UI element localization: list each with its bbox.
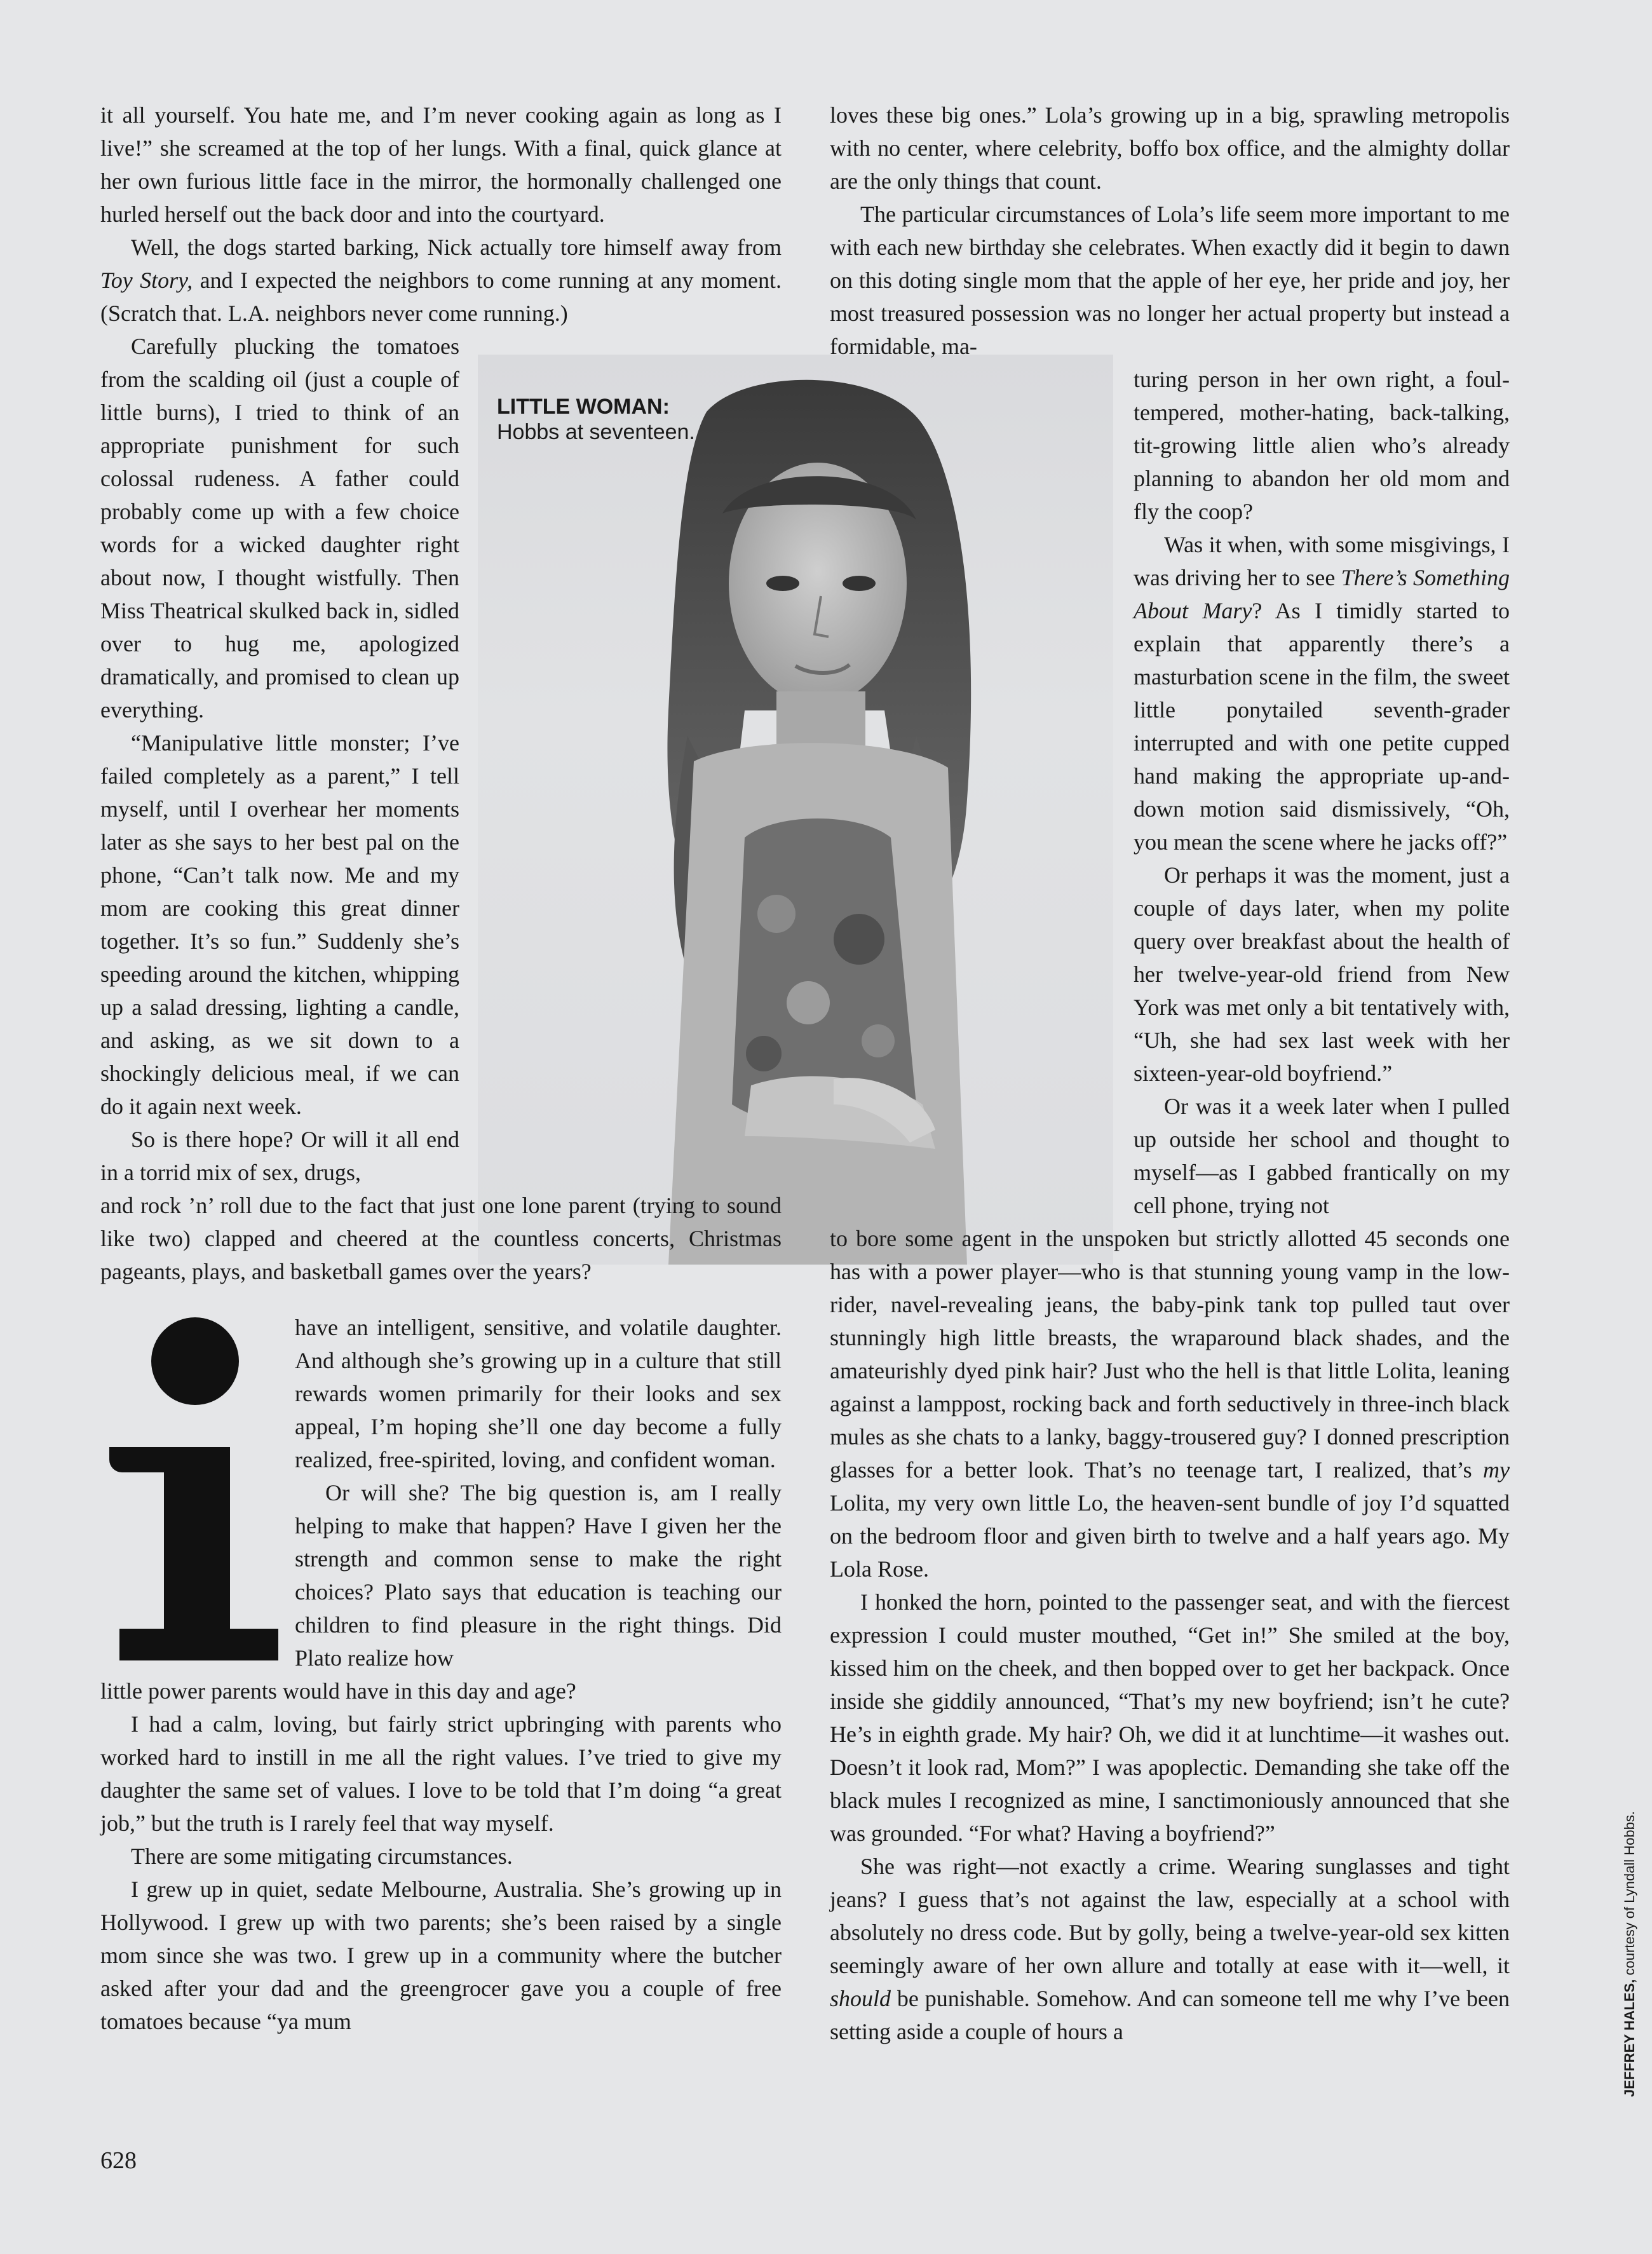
right-paragraph-5b-text-a: to bore some agent in the unspoken but strictly allotted 45 seconds one has with a power player—who is that stunning young vamp in the low-rider, navel-revealing jeans, the baby-pink tank top pulled taut over stunningly high little breasts, the wraparound black shades, and the amateurishly dyed pink hair? Just who the hell is that little Lolita, leaning against a lamppost, rocking back and forth seductively in three-inch black mules as she chats to a lanky, baggy-trousered guy? I donned prescription glasses for a better look. That’s no teenage tart, I realized, that’s xyxy=(830,1226,1510,1483)
page-number: 628 xyxy=(100,2147,137,2174)
left-paragraph-10: I grew up in quiet, sedate Melbourne, Australia. She’s growing up in Hollywood. I grew up with two parents; she’s been raised by a single mom since she was two. I grew up in a community where the butcher asked after your dad and the greengrocer gave you a couple of free tomatoes because “ya mum xyxy=(100,1877,782,2034)
caption-title: LITTLE WOMAN: xyxy=(497,395,670,419)
left-paragraph-7a: Or will she? The big question is, am I really helping to make that happen? Have I given her the strength and common sense to make the right choices? Plato says that education is teaching our children to find pleasure in the right things. Did Plato realize how xyxy=(295,1480,782,1671)
dropcap-section xyxy=(100,1311,782,1674)
photo-credit-photographer: JEFFREY HALES, xyxy=(1622,1979,1637,2097)
left-paragraph-6: have an intelligent, sensitive, and volatile daughter. And although she’s growing up in a culture that still rewards women primarily for their looks and sex appeal, I’m hoping she’ll one day become a fully realized, free-spirited, loving, and confident woman. xyxy=(295,1315,782,1472)
movie-title-mary: There’s Something About Mary xyxy=(1134,565,1510,623)
left-paragraph-5b: and rock ’n’ roll due to the fact that just one lone parent (trying to sound like two) clapped and cheered at the countless concerts, Christmas pageants, plays, and basketball games over the years? xyxy=(100,1193,782,1284)
left-paragraph-2-text-b: and I expected the neighbors to come running at any moment. (Scratch that. L.A. neighbors never come running.) xyxy=(100,268,782,326)
photo-credit-source: courtesy of Lyndall Hobbs. xyxy=(1622,1811,1637,1979)
emphasis-should: should xyxy=(830,1986,891,2011)
photo-credit xyxy=(1622,1811,1638,2097)
right-paragraph-4: Or perhaps it was the moment, just a couple of days later, when my polite query over breakfast about the health of her twelve-year-old friend from New York was met only a bit tentatively with, “Uh, she had sex last week with her sixteen-year-old boyfriend.” xyxy=(1134,862,1510,1086)
left-paragraph-5a: So is there hope? Or will it all end in a torrid mix of sex, drugs, xyxy=(100,1127,459,1185)
right-paragraph-3-text-b: ? As I timidly started to explain that apparently there’s a masturbation scene in the film, the sweet little ponytailed seventh-grader interrupted and with one petite cupped hand making the appropriate up-and-down motion said dismissively, “Oh, you mean the scene where he jacks off?” xyxy=(1134,598,1510,855)
left-paragraph-8: I had a calm, loving, but fairly strict upbringing with parents who worked hard to instill in me all the right values. I’ve tried to give my daughter the same set of values. I love to be told that I’m doing “a great job,” but the truth is I rarely feel that way myself. xyxy=(100,1711,782,1836)
caption-text: Hobbs at seventeen. xyxy=(497,420,695,444)
left-paragraph-3: Carefully plucking the tomatoes from the scalding oil (just a couple of little burns), I tried to think of an appropriate punishment for such colossal rudeness. A father could probably come up with a few choice words for a wicked daughter right about now, I thought wistfully. Then Miss Theatrical skulked back in, sidled over to hug me, apologized dramatically, and promised to clean up everything. xyxy=(100,334,459,723)
left-column xyxy=(100,98,782,2038)
right-paragraph-7-text-b: be punishable. Somehow. And can someone tell me why I’ve been setting aside a couple of hours a xyxy=(830,1986,1510,2044)
right-paragraph-2b: turing person in her own right, a foul-tempered, mother-hating, back-talking, tit-growing little alien who’s already planning to abandon her old mom and fly the coop? xyxy=(1134,367,1510,524)
right-paragraph-5a: Or was it a week later when I pulled up outside her school and thought to myself—as I gabbed frantically on my cell phone, trying not xyxy=(1134,1094,1510,1218)
right-paragraph-6: I honked the horn, pointed to the passenger seat, and with the fiercest expression I could muster mouthed, “Get in!” She smiled at the boy, kissed him on the cheek, and then bopped over to get her backpack. Once inside she giddily announced, “That’s my new boyfriend; isn’t he cute? He’s in eighth grade. My hair? Oh, we did it at lunchtime—it washes out. Doesn’t it look rad, Mom?” I was apoplectic. Demanding she take off the black mules I recognized as mine, I sanctimoniously announced that she was grounded. “For what? Having a boyfriend?” xyxy=(830,1589,1510,1846)
right-paragraph-7-text-a: She was right—not exactly a crime. Wearing sunglasses and tight jeans? I guess that’s not against the law, especially at a school with absolutely no dress code. But by golly, being a twelve-year-old sex kitten seemingly aware of her own allure and totally at ease with it—well, it xyxy=(830,1854,1510,1978)
right-paragraph-7 xyxy=(830,1850,1510,2048)
left-paragraph-4: “Manipulative little monster; I’ve failed completely as a parent,” I tell myself, until I overhear her moments later as she says to her best pal on the phone, “Can’t talk now. Me and my mom are cooking this great dinner together. It’s so fun.” Suddenly she’s speeding around the kitchen, whipping up a salad dressing, lighting a candle, and asking, as we sit down to a shockingly delicious meal, if we can do it again next week. xyxy=(100,730,459,1119)
right-paragraph-3 xyxy=(1134,528,1510,859)
right-column xyxy=(830,98,1510,2048)
drop-cap-letter-i xyxy=(100,1311,278,1667)
right-paragraph-5b-text-b: Lolita, my very own little Lo, the heaven-sent bundle of joy I’d squatted on the bedroom floor and given birth to twelve and a half years ago. My Lola Rose. xyxy=(830,1490,1510,1582)
left-paragraph-9: There are some mitigating circumstances. xyxy=(131,1843,513,1869)
movie-title-toy-story: Toy Story, xyxy=(100,268,193,293)
left-paragraph-7b: little power parents would have in this day and age? xyxy=(100,1678,576,1704)
right-paragraph-3-text-a: Was it when, with some misgivings, I was driving her to see xyxy=(1134,532,1510,590)
right-paragraph-5b xyxy=(830,1222,1510,1585)
photo-wrap-text xyxy=(100,330,459,1189)
photo-wrap-right xyxy=(1134,363,1510,1222)
right-paragraph-2a: The particular circumstances of Lola’s life seem more important to me with each new birthday she celebrates. When exactly did it begin to dawn on this doting single mom that the apple of her eye, her pride and joy, her most treasured possession was no longer her actual property but instead a formidable, ma- xyxy=(830,201,1510,359)
right-paragraph-1: loves these big ones.” Lola’s growing up in a big, sprawling metropolis with no center, where celebrity, boffo box office, and the almighty dollar are the only things that count. xyxy=(830,102,1510,194)
left-paragraph-2 xyxy=(100,231,782,330)
emphasis-my: my xyxy=(1483,1457,1510,1483)
left-paragraph-1: it all yourself. You hate me, and I’m never cooking again as long as I live!” she screamed at the top of her lungs. With a final, quick glance at her own furious little face in the mirror, the hormonally challenged one hurled herself out the back door and into the courtyard. xyxy=(100,102,782,227)
left-paragraph-2-text-a: Well, the dogs started barking, Nick actually tore himself away from xyxy=(131,234,782,260)
